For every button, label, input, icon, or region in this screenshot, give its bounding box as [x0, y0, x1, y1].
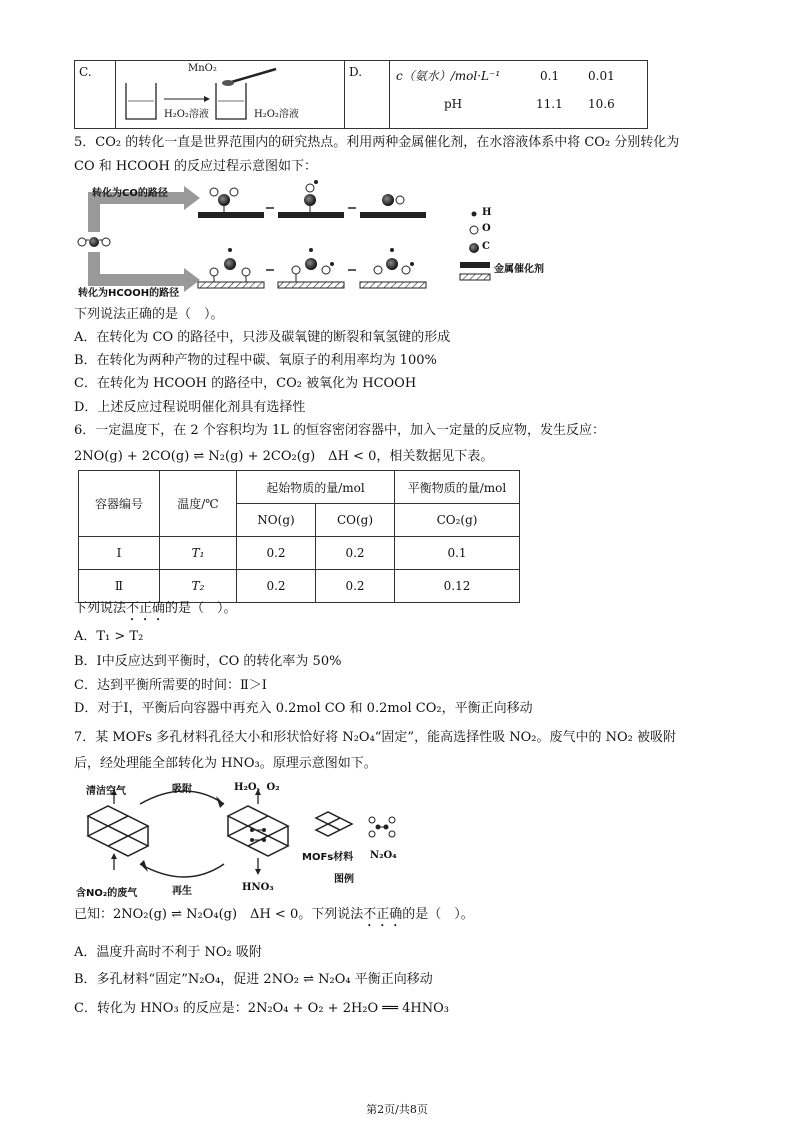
th-no-g: NO(g)	[237, 504, 316, 537]
n2o4-legend-label: N₂O₄	[370, 850, 397, 861]
q5-option-d: D．上述反应过程说明催化剂具有选择性	[74, 400, 306, 415]
th-eq-amount: 平衡物质的量/mol	[395, 471, 520, 504]
th-co2-g: CO₂(g)	[395, 504, 520, 537]
ammonia-conc-label: c（氨水）/mol·L⁻¹	[396, 69, 501, 83]
q5-option-b: B．在转化为两种产物的过程中碳、氧原子的利用率均为 100%	[74, 353, 437, 368]
th-start-amount: 起始物质的量/mol	[237, 471, 395, 504]
q7-known-pre: 已知：2NO₂(g) ⇌ N₂O₄(g) ΔH < 0。下列说法	[74, 907, 364, 922]
cell-co: 0.2	[316, 570, 395, 603]
conc-value-2: 0.01	[588, 69, 615, 83]
cell-co2: 0.12	[395, 570, 520, 603]
q6-q-emphasis: 不正确	[126, 601, 166, 616]
q7-stem-1: 7．某 MOFs 多孔材料孔径大小和形状恰好将 N₂O₄“固定”，能高选择性吸 NO₂。废气中的 NO₂ 被吸附	[74, 730, 676, 745]
q5-question: 下列说法正确的是（ ）。	[74, 307, 224, 322]
clean-air-label: 清洁空气	[86, 786, 126, 797]
mno2-label: MnO₂	[188, 63, 217, 74]
conc-value-1: 0.1	[540, 69, 560, 83]
table-row	[79, 537, 520, 570]
hno3-label: HNO₃	[242, 882, 274, 893]
legend-c: C	[482, 241, 490, 252]
legend-catalyst: 金属催化剂	[494, 264, 544, 275]
q5-option-c: C．在转化为 HCOOH 的路径中，CO₂ 被氧化为 HCOOH	[74, 376, 417, 391]
regenerate-label: 再生	[172, 886, 192, 897]
cell-co: 0.2	[316, 537, 395, 570]
beaker-experiment-figure	[116, 61, 344, 125]
q6-q-pre: 下列说法	[74, 601, 127, 616]
page-footer: 第2页/共8页	[366, 1103, 428, 1116]
legend-h: H	[482, 207, 492, 218]
legend-o: O	[482, 223, 491, 234]
q6-stem-1: 6．一定温度下，在 2 个容积均为 1L 的恒容密闭容器中，加入一定量的反应物，发生反应：	[74, 423, 605, 438]
cell-no: 0.2	[237, 570, 316, 603]
cell-no: 0.2	[237, 537, 316, 570]
q6-option-b: B．Ⅰ中反应达到平衡时，CO 的转化率为 50%	[74, 654, 342, 669]
q5-option-a: A．在转化为 CO 的路径中，只涉及碳氧键的断裂和氧氢键的形成	[74, 330, 451, 345]
h2o-o2-label: H₂O、O₂	[234, 782, 280, 793]
q7-known-post: 的是（ ）。	[402, 907, 474, 922]
path-co-label: 转化为CO的路径	[92, 188, 168, 199]
cell-temp: T₂	[160, 570, 237, 603]
cell-container: Ⅰ	[79, 537, 160, 570]
q5-reaction-figure	[74, 180, 554, 300]
th-temperature: 温度/℃	[160, 471, 237, 537]
th-co-g: CO(g)	[316, 504, 395, 537]
q6-option-c: C．达到平衡所需要的时间：Ⅱ＞Ⅰ	[74, 678, 267, 693]
table-row	[79, 570, 520, 603]
q6-question	[74, 600, 237, 624]
q7-mofs-figure	[74, 778, 434, 900]
option-d-data	[390, 61, 648, 129]
q7-stem-2: 后，经处理能全部转化为 HNO₃。原理示意图如下。	[74, 756, 377, 771]
path-hcooh-label: 转化为HCOOH的路径	[78, 288, 180, 299]
q6-data-table	[78, 470, 520, 603]
adsorb-label: 吸附	[172, 784, 192, 795]
h2o2-left-label: H₂O₂溶液	[164, 109, 209, 120]
ph-value-2: 10.6	[588, 97, 615, 111]
q7-option-b: B．多孔材料“固定”N₂O₄，促进 2NO₂ ⇌ N₂O₄ 平衡正向移动	[74, 972, 433, 987]
cell-co2: 0.1	[395, 537, 520, 570]
option-c-label: C.	[75, 61, 116, 129]
q7-known	[74, 906, 474, 930]
mofs-legend-label: MOFs材料	[302, 852, 354, 863]
th-container-no: 容器编号	[79, 471, 160, 537]
q7-known-emphasis: 不正确	[363, 907, 403, 922]
q5-stem-1: 5．CO₂ 的转化一直是世界范围内的研究热点。利用两种金属催化剂，在水溶液体系中将 CO₂ 分别转化为	[74, 135, 680, 150]
q7-option-c: C．转化为 HNO₃ 的反应是：2N₂O₄ + O₂ + 2H₂O ══ 4HNO₃	[74, 1001, 449, 1016]
q6-equation: 2NO(g) + 2CO(g) ⇌ N₂(g) + 2CO₂(g) ΔH < 0，相关数据见下表。	[74, 449, 494, 464]
cell-temp: T₁	[160, 537, 237, 570]
legend-title: 图例	[334, 874, 354, 885]
ph-label: pH	[444, 97, 463, 111]
option-c-figure	[116, 61, 345, 129]
h2o2-right-label: H₂O₂溶液	[254, 109, 299, 120]
options-table-cd	[74, 60, 648, 129]
q5-stem-2: CO 和 HCOOH 的反应过程示意图如下：	[74, 159, 317, 174]
option-d-label: D.	[345, 61, 390, 129]
q6-option-d: D．对于Ⅰ，平衡后向容器中再充入 0.2mol CO 和 0.2mol CO₂，平衡正向移动	[74, 701, 533, 716]
q7-option-a: A．温度升高时不利于 NO₂ 吸附	[74, 945, 262, 960]
ph-value-1: 11.1	[536, 97, 563, 111]
q6-option-a: A．T₁ > T₂	[74, 629, 144, 644]
q6-q-post: 的是（ ）。	[165, 601, 237, 616]
cell-container: Ⅱ	[79, 570, 160, 603]
waste-gas-label: 含NO₂的废气	[76, 888, 138, 899]
